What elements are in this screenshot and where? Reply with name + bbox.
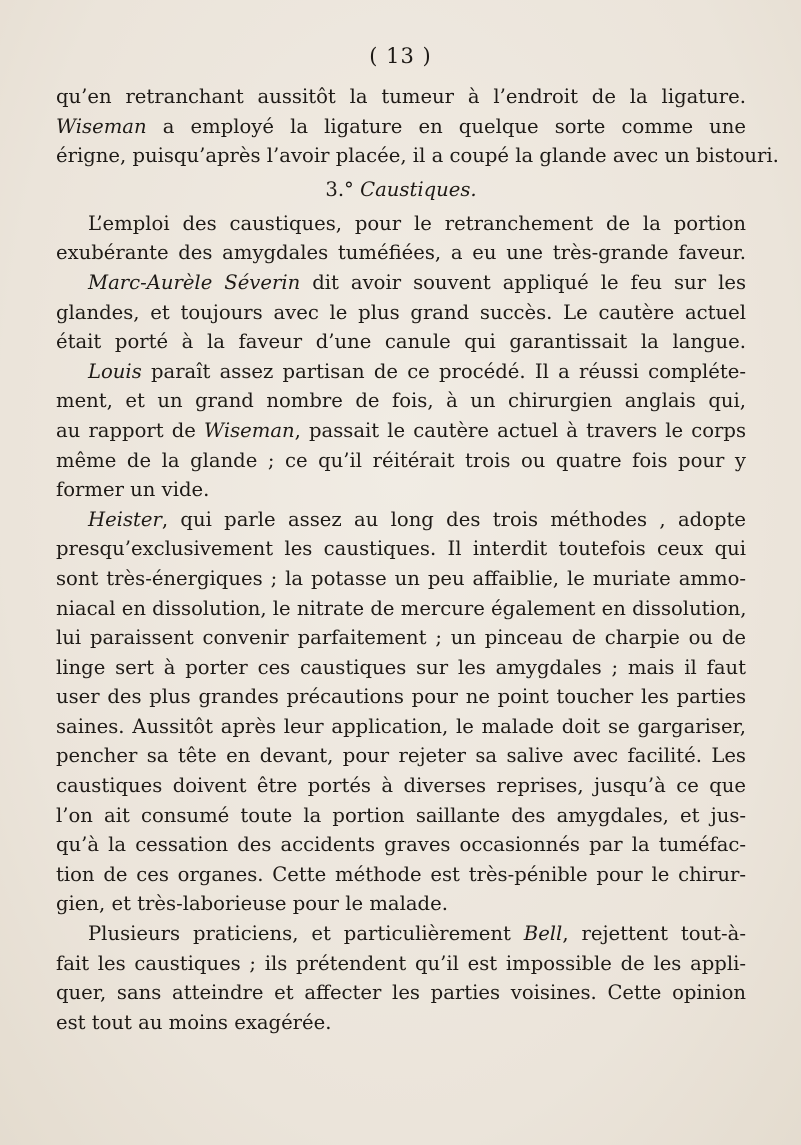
- paragraph-2: [56, 209, 746, 505]
- text-line: L’emploi des caustiques, pour le retranchement de la portion: [88, 211, 746, 235]
- body-text: [56, 82, 779, 1037]
- text-line: qu’à la cessation des accidents graves occasionnés par la tuméfac-: [56, 833, 746, 857]
- text-line: pencher sa tête en devant, pour rejeter sa salive avec facilité. Les: [56, 744, 746, 768]
- author-name: Louis: [88, 359, 142, 383]
- text-line: presqu’exclusivement les caustiques. Il interdit toutefois ceux qui: [56, 537, 746, 561]
- paragraph-1: [56, 82, 779, 171]
- text-line: érigne, puisqu’après l’avoir placée, il a coupé la glande avec un bistouri.: [56, 144, 779, 168]
- text-line: est tout au moins exagérée.: [56, 1010, 332, 1034]
- text-line: [56, 268, 746, 298]
- paragraph-3: [56, 505, 746, 919]
- text-line: user des plus grandes précautions pour ne point toucher les parties: [56, 685, 746, 709]
- text-fragment: Plusieurs praticiens, et particulièrement: [88, 922, 524, 946]
- text-line: exubérante des amygdales tuméfiées, a eu une très-grande faveur.: [56, 241, 746, 265]
- text-fragment: dit avoir souvent appliqué le feu sur les: [300, 270, 746, 294]
- text-line: [56, 505, 746, 535]
- text-line: était porté à la faveur d’une canule qui garantissait la langue.: [56, 330, 746, 354]
- text-line: sont très-énergiques ; la potasse un peu affaiblie, le muriate ammo-: [56, 566, 746, 590]
- text-line: tion de ces organes. Cette méthode est très-pénible pour le chirur-: [56, 862, 746, 886]
- text-line: [56, 416, 746, 446]
- section-number: 3.°: [325, 177, 354, 201]
- text-line: former un vide.: [56, 478, 210, 502]
- author-name: Heister: [88, 507, 162, 531]
- section-heading: [56, 171, 746, 209]
- text-line: fait les caustiques ; ils prétendent qu’il est impossible de les appli-: [56, 951, 746, 975]
- text-line: lui paraissent convenir parfaitement ; un pinceau de charpie ou de: [56, 626, 746, 650]
- text-fragment: , qui parle assez au long des trois méthodes , adopte: [161, 507, 746, 531]
- text-line: caustiques doivent être portés à diverses reprises, jusqu’à ce que: [56, 774, 746, 798]
- text-line: saines. Aussitôt après leur application, le malade doit se gargariser,: [56, 714, 746, 738]
- text-fragment: , passait le cautère actuel à travers le corps: [294, 418, 746, 442]
- text-line: linge sert à porter ces caustiques sur les amygdales ; mais il faut: [56, 655, 746, 679]
- text-line: glandes, et toujours avec le plus grand succès. Le cautère actuel: [56, 300, 746, 324]
- text-line: [56, 112, 746, 142]
- text-line: ment, et un grand nombre de fois, à un chirurgien anglais qui,: [56, 389, 746, 413]
- text-fragment: au rapport de: [56, 418, 205, 442]
- section-title: Caustiques.: [360, 177, 477, 201]
- author-name: Marc-Aurèle Séverin: [88, 270, 301, 294]
- text-line: [56, 357, 746, 387]
- text-line: quer, sans atteindre et affecter les parties voisines. Cette opinion: [56, 981, 746, 1005]
- text-line: même de la glande ; ce qu’il réitérait trois ou quatre fois pour y: [56, 448, 746, 472]
- text-fragment: a employé la ligature en quelque sorte comme une: [146, 114, 746, 138]
- page-number: ( 13 ): [369, 44, 432, 68]
- text-line: gien, et très-laborieuse pour le malade.: [56, 892, 448, 916]
- author-name: Wiseman: [56, 114, 147, 138]
- text-fragment: , rejettent tout-à-: [562, 922, 746, 946]
- text-line: niacal en dissolution, le nitrate de mercure également en dissolution,: [56, 596, 747, 620]
- author-name: Bell: [523, 922, 563, 946]
- paragraph-4: [56, 919, 746, 1037]
- text-line: l’on ait consumé toute la portion saillante des amygdales, et jus-: [56, 803, 746, 827]
- text-fragment: paraît assez partisan de ce procédé. Il a réussi compléte-: [141, 359, 746, 383]
- author-name: Wiseman: [204, 418, 295, 442]
- text-line: [56, 919, 746, 949]
- text-line: qu’en retranchant aussitôt la tumeur à l’endroit de la ligature.: [56, 85, 746, 108]
